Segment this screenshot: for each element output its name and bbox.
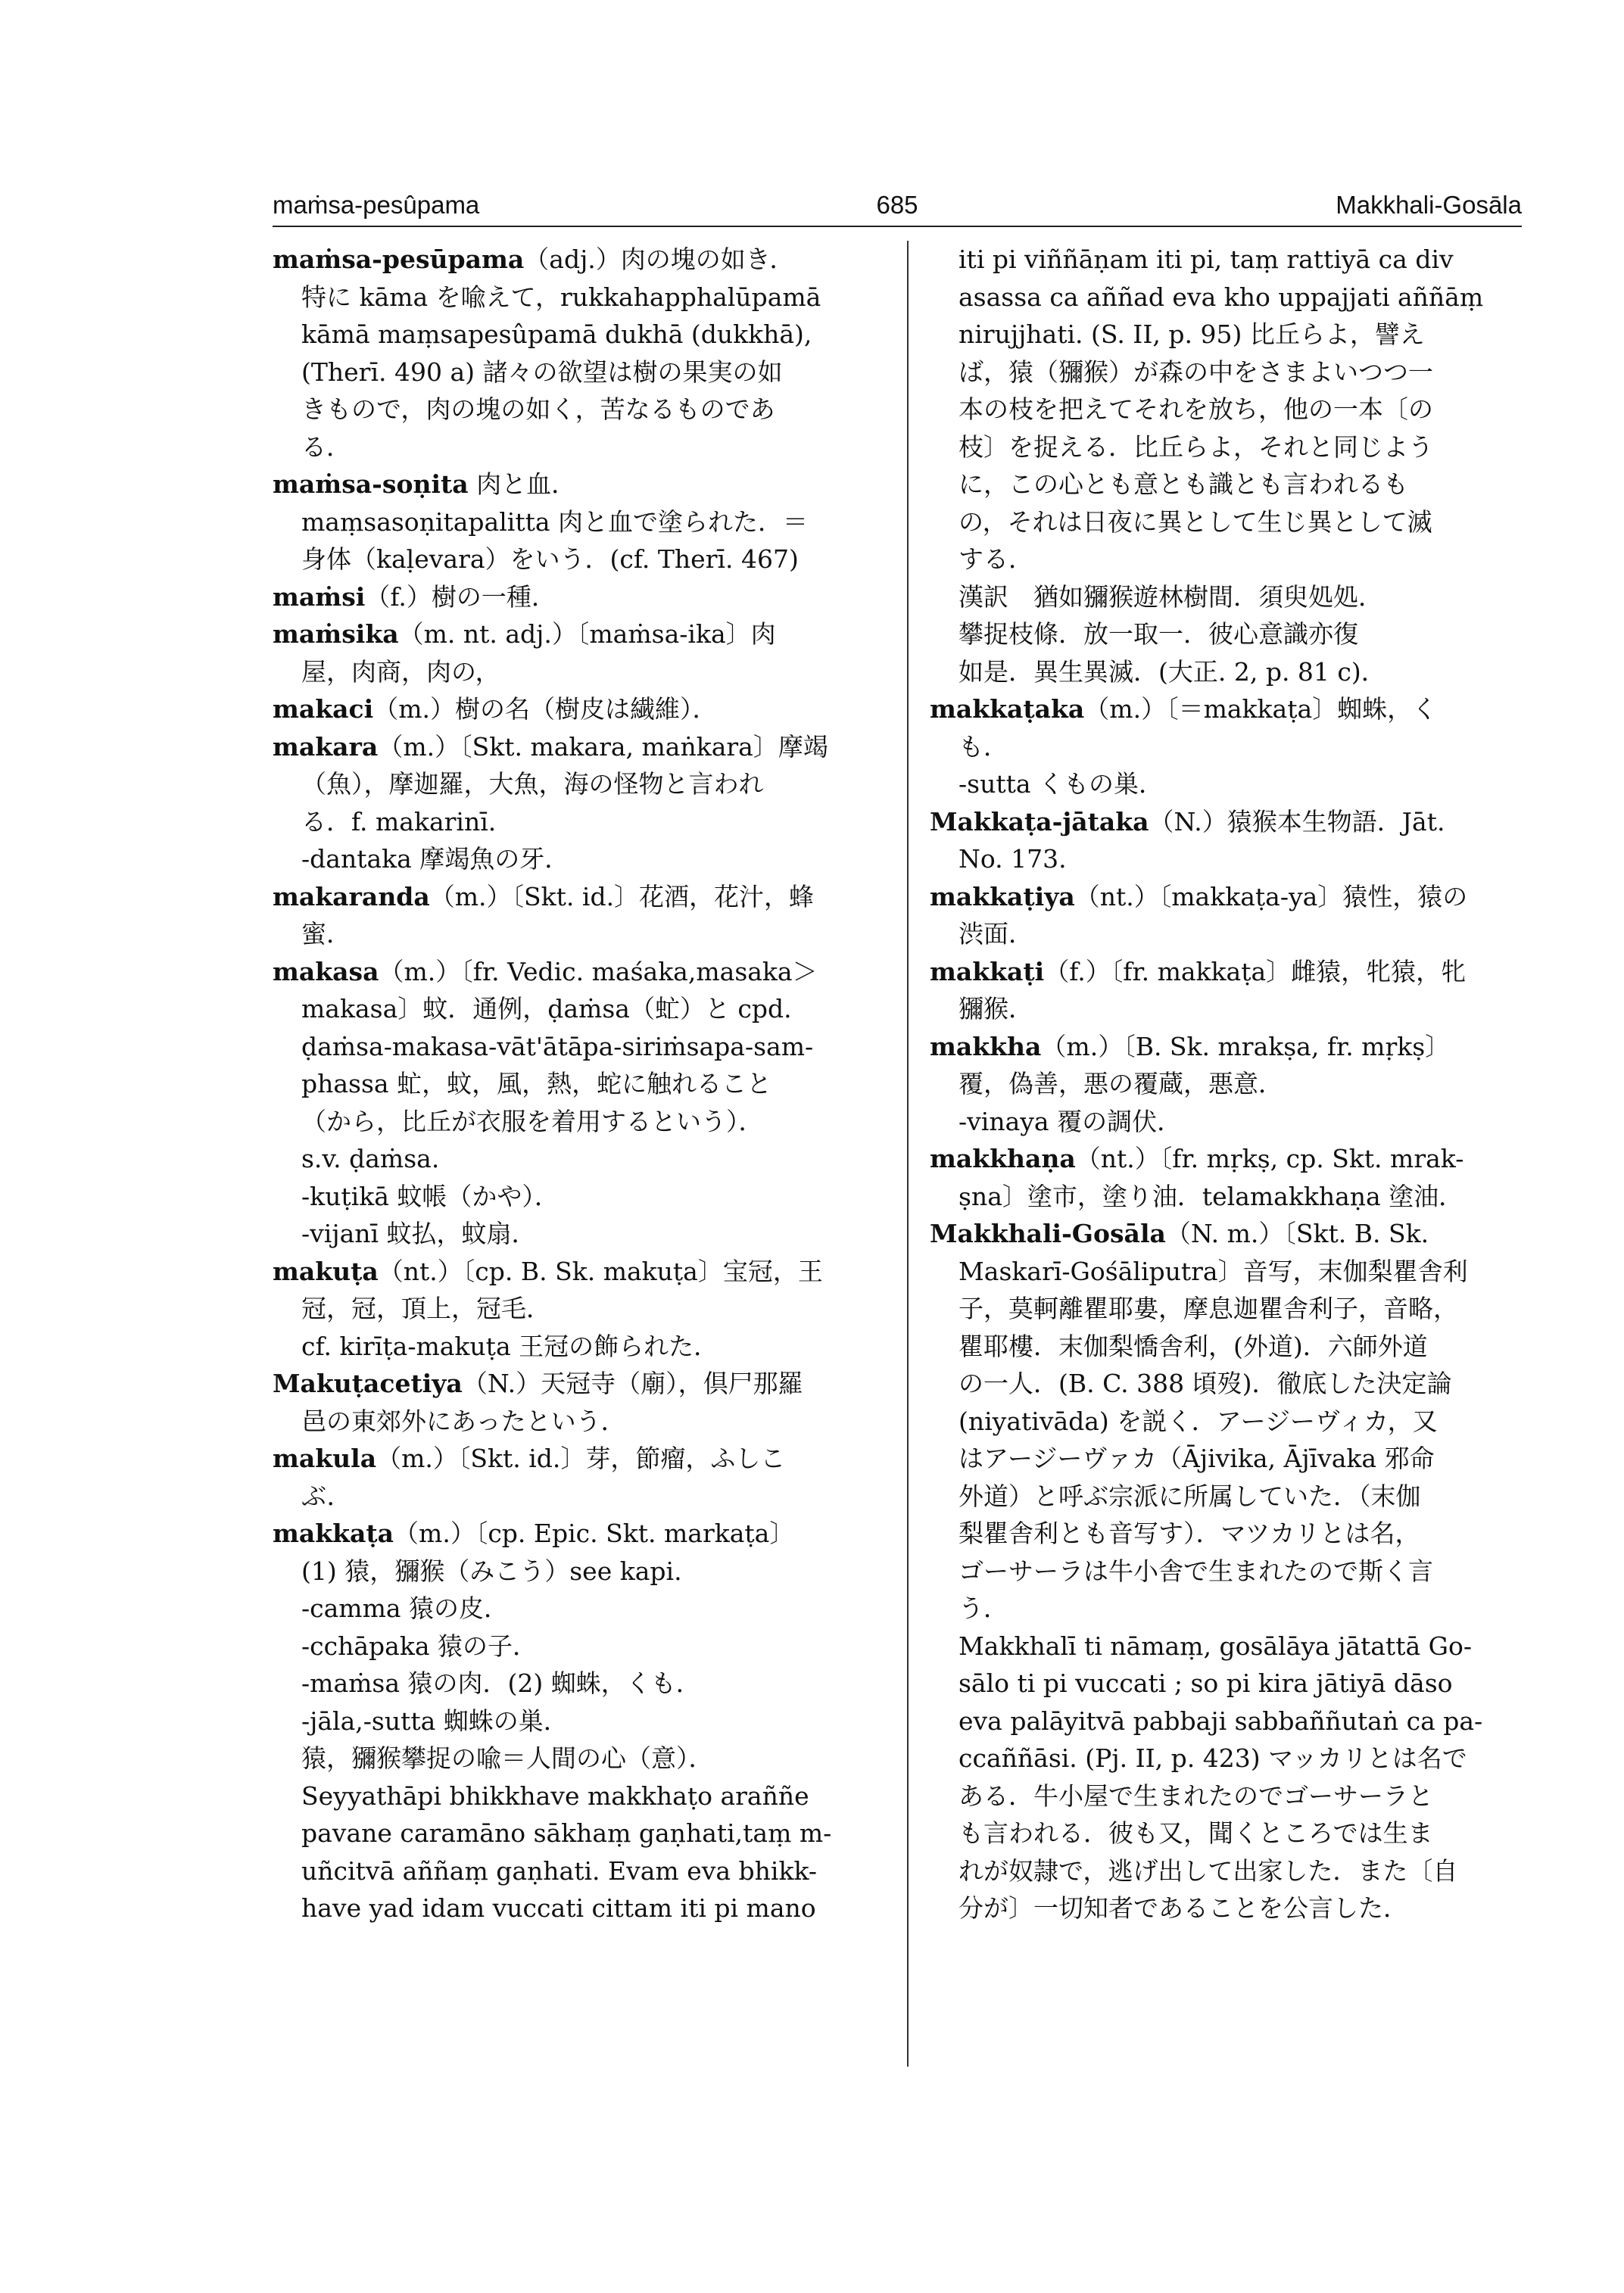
entry-text-line: -cchāpaka 猿の子． xyxy=(301,1631,538,1661)
headword: makkaṭiya xyxy=(930,881,1075,911)
dictionary-entry-headline xyxy=(930,1140,1522,1178)
entry-text-line: 屋，肉商，肉の， xyxy=(301,656,500,687)
dictionary-entry-headline xyxy=(930,690,1522,728)
entry-definition: （m.）〔＝makkaṭa〕蜘蛛，く xyxy=(1084,694,1438,724)
entry-text-line: -vinaya 覆の調伏． xyxy=(959,1106,1183,1136)
entry-definition: 肉と血． xyxy=(468,469,577,499)
entry-text-line: 渋面． xyxy=(959,919,1033,949)
entry-definition: （m.）〔cp. Epic. Skt. markaṭa〕 xyxy=(394,1519,795,1548)
dictionary-entry-headline xyxy=(930,803,1522,841)
entry-text-line: sālo ti pi vuccati ; so pi kira jātiyā dāso xyxy=(959,1668,1453,1698)
dictionary-entry-headline xyxy=(273,615,878,653)
entry-text-line: ṣna〕塗市，塗り油．telamakkhaṇa 塗油． xyxy=(959,1181,1464,1211)
headword: makkha xyxy=(930,1031,1042,1061)
entry-text-line: 本の枝を把えてそれを放ち，他の一本〔の xyxy=(959,394,1433,424)
entry-definition: （m.）〔B. Sk. mrakṣa, fr. mṛkṣ〕 xyxy=(1041,1031,1451,1061)
page-number: 685 xyxy=(876,191,918,219)
dictionary-entry-headline xyxy=(273,241,878,279)
entry-text-line: maṃsasoṇitapalitta 肉と血で塗られた．＝ xyxy=(301,506,809,537)
entry-definition: （f.）樹の一種． xyxy=(365,581,556,612)
entry-text-line: 身体（kaḷevara）をいう．(cf. Therī. 467) xyxy=(301,544,799,574)
dictionary-entry-headline xyxy=(930,1028,1522,1066)
entry-text-line: も． xyxy=(959,731,1008,762)
entry-text-line: 冠，冠，頂上，冠毛． xyxy=(301,1294,551,1323)
entry-text-line: 猿，獼猴攀捉の喩＝人間の心（意）． xyxy=(301,1743,714,1773)
entry-text-line: -maṁsa 猿の肉．(2) 蜘蛛，くも． xyxy=(301,1668,701,1698)
entry-definition: （m.）〔fr. Vedic. maśaka,masaka＞ xyxy=(379,956,818,986)
entry-text-line: 分が〕一切知者であることを公言した． xyxy=(959,1893,1408,1923)
entry-text-line: No. 173. xyxy=(959,844,1067,874)
entry-text-line: れが奴隷で，逃げ出して出家した．また〔自 xyxy=(959,1855,1458,1886)
entry-text-line: nirujjhati. (S. II, p. 95) 比丘らよ，譬え xyxy=(959,319,1425,349)
entry-text-line: 梨瞿舎利とも音写す）．マツカリとは名， xyxy=(959,1519,1420,1548)
entry-text-line: も言われる．彼も又，聞くところでは生ま xyxy=(959,1818,1433,1848)
dictionary-entry-headline xyxy=(273,1515,878,1553)
entry-text-line: eva palāyitvā pabbaji sabbaññutaṅ ca pa- xyxy=(959,1706,1483,1736)
headword: maṁsa-pesūpama xyxy=(273,245,525,274)
dictionary-entry-headline xyxy=(273,578,878,616)
headword: makkaṭi xyxy=(930,956,1045,986)
entry-text-line: makasa〕蚊．通例，ḍaṁsa（虻）と cpd. xyxy=(301,994,792,1023)
entry-text-line: cf. kirīṭa-makuṭa 王冠の飾られた． xyxy=(301,1331,719,1361)
headword: Makkhali-Gosāla xyxy=(930,1219,1166,1248)
dictionary-entry-headline xyxy=(273,728,878,766)
dictionary-entry-headline xyxy=(273,690,878,728)
entry-text-line: -kuṭikā 蚊帳（かや）． xyxy=(301,1181,560,1211)
header-rule xyxy=(273,226,1522,227)
entry-text-line: have yad idam vuccati cittam iti pi mano xyxy=(301,1893,816,1923)
entry-definition: （m.）〔Skt. id.〕花酒，花汁，蜂 xyxy=(429,881,815,911)
entry-text-line: s.v. ḍaṁsa. xyxy=(301,1144,440,1173)
entry-text-line: 特に kāma を喩えて，rukkahapphalūpamā xyxy=(301,282,821,312)
entry-text-line: 蜜． xyxy=(301,919,351,949)
entry-text-line: (Therī. 490 a) 諸々の欲望は樹の果実の如 xyxy=(301,357,783,387)
entry-text-line: -dantaka 摩竭魚の牙． xyxy=(301,844,570,874)
dictionary-entry-headline xyxy=(930,878,1522,916)
entry-definition: （nt.）〔cp. B. Sk. makuṭa〕宝冠，王 xyxy=(378,1256,823,1286)
entry-text-line: の，それは日夜に異として生じ異として滅 xyxy=(959,506,1432,537)
entry-text-line: はアージーヴァカ（Ājivika, Ājīvaka 邪命 xyxy=(959,1444,1435,1473)
entry-text-line: 攀捉枝條．放一取一．彼心意識亦復 xyxy=(959,619,1358,649)
entry-text-line: ある．牛小屋で生まれたのでゴーサーラと xyxy=(959,1781,1433,1811)
entry-definition: （nt.）〔makkaṭa-ya〕猿性，猿の xyxy=(1074,881,1468,911)
entry-text-line: ゴーサーラは牛小舎で生まれたので斯く言 xyxy=(959,1556,1433,1586)
headword: Makkaṭa-jātaka xyxy=(930,806,1149,837)
headword: makaci xyxy=(273,694,374,724)
entry-text-line: -jāla,-sutta 蜘蛛の巣． xyxy=(301,1706,569,1736)
headword: makula xyxy=(273,1444,377,1473)
entry-text-line: pavane caramāno sākhaṃ gaṇhati,taṃ m- xyxy=(301,1818,832,1848)
left-column xyxy=(273,241,878,1927)
entry-text-line: に，この心とも意とも識とも言われるも xyxy=(959,469,1408,499)
headword: makara xyxy=(273,731,379,762)
entry-text-line: （魚），摩迦羅，大魚，海の怪物と言われ xyxy=(301,769,764,799)
entry-text-line: う． xyxy=(959,1594,1008,1623)
entry-text-line: 獼猴． xyxy=(959,994,1033,1023)
entry-text-line: 覆，偽善，悪の覆蔵，悪意． xyxy=(959,1069,1283,1098)
dictionary-entry-headline xyxy=(273,878,878,916)
entry-text-line: (1) 猿，獼猴（みこう）see kapi. xyxy=(301,1556,682,1586)
entry-definition: （N. m.）〔Skt. B. Sk. xyxy=(1165,1219,1429,1248)
entry-text-line: kāmā maṃsapesûpamā dukhā (dukkhā), xyxy=(301,319,812,349)
entry-text-line: asassa ca aññad eva kho uppajjati aññāṃ xyxy=(959,282,1484,312)
column-divider xyxy=(907,241,909,2067)
page-header xyxy=(273,191,1522,226)
headword: maṁsa-soṇita xyxy=(273,469,469,499)
entry-text-line: ば，猿（獼猴）が森の中をさまよいつつ一 xyxy=(959,357,1433,387)
entry-text-line: 漢訳 猶如獼猴遊林樹間．須臾処処． xyxy=(959,581,1383,612)
dictionary-entry-headline xyxy=(273,953,878,991)
entry-text-line: (niyativāda) を説く．アージーヴィカ，又 xyxy=(959,1406,1438,1436)
running-head-right: Makkhali-Gosāla xyxy=(1336,191,1522,219)
headword: makkaṭa xyxy=(273,1519,394,1548)
dictionary-entry-headline xyxy=(273,466,878,503)
entry-definition: （m. nt. adj.）〔maṁsa-ika〕肉 xyxy=(398,619,776,649)
entry-text-line: の一人．(B. C. 388 頃歿)．徹底した決定論 xyxy=(959,1369,1452,1398)
entry-text-line: Makkhalī ti nāmaṃ, gosālāya jātattā Go- xyxy=(959,1631,1472,1661)
headword: maṁsika xyxy=(273,619,399,649)
entry-text-line: ぶ． xyxy=(301,1481,352,1511)
entry-text-line: 邑の東郊外にあったという． xyxy=(301,1406,626,1436)
headword: makaranda xyxy=(273,881,430,911)
entry-definition: （m.）樹の名（樹皮は繊維）． xyxy=(373,694,718,724)
headword: makuṭa xyxy=(273,1256,379,1286)
entry-definition: （f.）〔fr. makkaṭa〕雌猿，牝猿，牝 xyxy=(1044,956,1467,986)
entry-text-line: （から，比丘が衣服を着用するという）． xyxy=(301,1106,764,1136)
entry-text-line: る． xyxy=(301,431,351,462)
entry-text-line: する． xyxy=(959,544,1033,574)
entry-definition: （nt.）〔fr. mṛkṣ, cp. Skt. mrak- xyxy=(1075,1144,1464,1173)
entry-text-line: -sutta くもの巣． xyxy=(959,769,1164,799)
dictionary-entry-headline xyxy=(273,1253,878,1291)
headword: Makuṭacetiya xyxy=(273,1369,463,1398)
entry-text-line: る．f. makarinī. xyxy=(301,806,497,837)
entry-text-line: きもので，肉の塊の如く，苦なるものであ xyxy=(301,394,775,424)
entry-text-line: -vijanī 蚊払，蚊扇． xyxy=(301,1219,537,1248)
entry-text-line: 子，莫軻離瞿耶婁，摩息迦瞿舎利子，音略， xyxy=(959,1294,1458,1323)
right-column xyxy=(930,241,1522,1927)
entry-definition: （m.）〔Skt. makara, maṅkara〕摩竭 xyxy=(378,731,828,762)
entry-text-line: 瞿耶樓．末伽梨憍舎利，(外道)．六師外道 xyxy=(959,1331,1428,1361)
dictionary-entry-headline xyxy=(273,1440,878,1478)
entry-text-line: iti pi viññāṇam iti pi, taṃ rattiyā ca div xyxy=(959,245,1454,274)
entry-text-line: 外道）と呼ぶ宗派に所属していた．（末伽 xyxy=(959,1481,1421,1511)
entry-text-line: -camma 猿の皮． xyxy=(301,1594,510,1623)
headword: makasa xyxy=(273,956,379,986)
entry-text-line: uñcitvā aññaṃ gaṇhati. Evam eva bhikk- xyxy=(301,1855,818,1886)
headword: makkaṭaka xyxy=(930,694,1085,724)
entry-text-line: Seyyathāpi bhikkhave makkhaṭo araññe xyxy=(301,1781,809,1811)
entry-text-line: 如是．異生異滅．(大正. 2, p. 81 c)． xyxy=(959,656,1386,687)
entry-text-line: 枝〕を捉える．比丘らよ，それと同じよう xyxy=(959,431,1433,462)
headword: makkhaṇa xyxy=(930,1144,1076,1173)
dictionary-entry-headline xyxy=(930,1215,1522,1253)
entry-text-line: Maskarī-Gośāliputra〕音写，末伽梨瞿舎利 xyxy=(959,1256,1468,1286)
entry-text-line: ccaññāsi. (Pj. II, p. 423) マッカリとは名で xyxy=(959,1743,1467,1773)
dictionary-entry-headline xyxy=(930,953,1522,991)
running-head-left: maṁsa-pesûpama xyxy=(273,191,480,219)
entry-definition: （m.）〔Skt. id.〕芽，節瘤，ふしこ xyxy=(376,1444,786,1473)
dictionary-entry-headline xyxy=(273,1365,878,1403)
entry-text-line: ḍaṁsa-makasa-vāt'ātāpa-siriṁsapa-sam- xyxy=(301,1031,814,1061)
entry-definition: （N.）天冠寺（廟），倶尸那羅 xyxy=(462,1369,803,1398)
entry-definition: （N.）猿猴本生物語．Jāt. xyxy=(1149,806,1445,837)
entry-definition: （adj.）肉の塊の如き． xyxy=(524,245,795,274)
headword: maṁsi xyxy=(273,581,366,612)
entry-text-line: phassa 虻，蚊，風，熱，蛇に触れること xyxy=(301,1069,772,1098)
